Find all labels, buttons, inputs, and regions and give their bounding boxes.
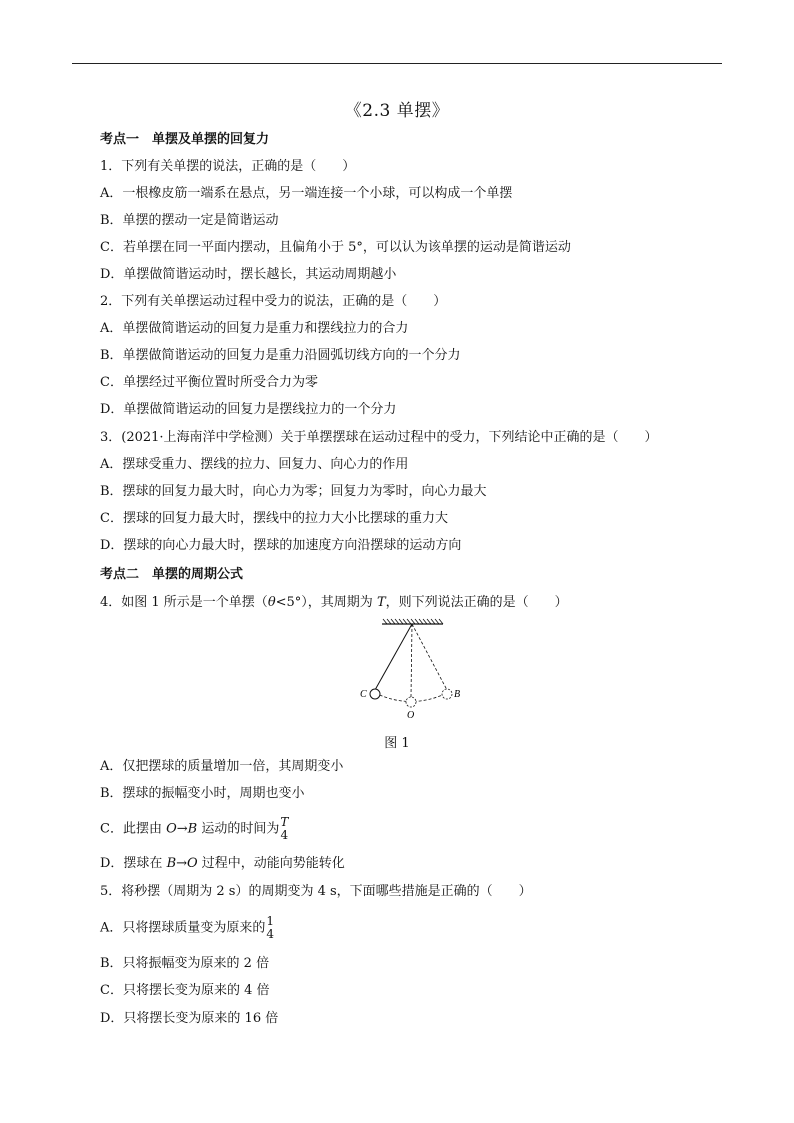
q4-c-path: O→B (166, 821, 198, 837)
fraction-numerator: 1 (266, 914, 275, 928)
q2-option-c: C．单摆经过平衡位置时所受合力为零 (100, 375, 318, 390)
q4-period-symbol: T (376, 595, 386, 610)
fraction-denominator: 4 (266, 927, 275, 941)
q4-stem-cond: <5°），其周期为 (275, 595, 377, 610)
q1-option-d: D．单摆做简谐运动时，摆长越长，其运动周期越小 (100, 267, 397, 282)
q3-option-c: C．摆球的回复力最大时，摆线中的拉力大小比摆球的重力大 (100, 511, 448, 526)
q3-option-d: D．摆球的向心力最大时，摆球的加速度方向沿摆球的运动方向 (100, 538, 462, 553)
section-2-heading: 考点二 单摆的周期公式 (100, 567, 244, 582)
page-title: 《2.3 单摆》 (344, 101, 450, 121)
figure-label-b: B (454, 689, 461, 700)
q1-option-c: C．若单摆在同一平面内摆动，且偏角小于 5°，可以认为该单摆的运动是简谐运动 (100, 240, 571, 255)
q2-stem: 2．下列有关单摆运动过程中受力的说法，正确的是（ ） (100, 294, 447, 309)
figure-caption: 图 1 (384, 736, 410, 751)
q4-option-c (100, 816, 288, 842)
q4-stem-pre: 4．如图 1 所示是一个单摆（ (100, 595, 268, 610)
q2-option-b: B．单摆做简谐运动的回复力是重力沿圆弧切线方向的一个分力 (100, 348, 461, 363)
q4-stem (100, 594, 568, 612)
q2-option-a: A．单摆做简谐运动的回复力是重力和摆线拉力的合力 (100, 321, 409, 336)
q1-stem: 1．下列有关单摆的说法，正确的是（ ） (100, 159, 356, 174)
q4-stem-post: ，则下列说法正确的是（ ） (385, 595, 568, 610)
q5-option-a (100, 915, 274, 941)
q4-d-pre: D．摆球在 (100, 856, 167, 871)
pendulum-diagram (355, 618, 475, 720)
fraction-denominator: 4 (280, 828, 289, 842)
q3-option-a: A．摆球受重力、摆线的拉力、回复力、向心力的作用 (100, 457, 409, 472)
fraction-1-over-4 (266, 915, 274, 941)
fraction-numerator: T (280, 815, 289, 829)
q3-option-b: B．摆球的回复力最大时，向心力为零；回复力为零时，向心力最大 (100, 484, 487, 499)
q4-theta: θ (267, 595, 276, 610)
q4-d-path: B→O (166, 856, 198, 871)
q4-option-d (100, 855, 345, 873)
q1-option-a: A．一根橡皮筋一端系在悬点，另一端连接一个小球，可以构成一个单摆 (100, 186, 513, 201)
q5-option-c: C．只将摆长变为原来的 4 倍 (100, 983, 270, 998)
q4-option-b: B．摆球的振幅变小时，周期也变小 (100, 786, 305, 801)
q5-option-b: B．只将振幅变为原来的 2 倍 (100, 956, 270, 971)
q5-a-pre: A．只将摆球质量变为原来的 (100, 920, 266, 936)
figure-label-c: C (360, 689, 367, 700)
q2-option-d: D．单摆做简谐运动的回复力是摆线拉力的一个分力 (100, 402, 397, 417)
q4-c-mid: 运动的时间为 (197, 821, 280, 837)
pendulum-figure (355, 618, 475, 720)
q4-c-pre: C．此摆由 (100, 821, 167, 837)
q3-stem: 3．(2021·上海南洋中学检测）关于单摆摆球在运动过程中的受力，下列结论中正确的是（ ） (100, 430, 658, 445)
q5-option-d: D．只将摆长变为原来的 16 倍 (100, 1011, 279, 1026)
q4-option-a: A．仅把摆球的质量增加一倍，其周期变小 (100, 759, 344, 774)
fraction-t-over-4 (280, 816, 288, 842)
q4-d-post: 过程中，动能向势能转化 (197, 856, 345, 871)
q5-stem: 5．将秒摆（周期为 2 s）的周期变为 4 s，下面哪些措施是正确的（ ） (100, 884, 532, 899)
header-rule (72, 63, 722, 64)
section-1-heading: 考点一 单摆及单摆的回复力 (100, 132, 270, 147)
figure-label-o: O (407, 710, 415, 720)
q1-option-b: B．单摆的摆动一定是简谐运动 (100, 213, 279, 228)
